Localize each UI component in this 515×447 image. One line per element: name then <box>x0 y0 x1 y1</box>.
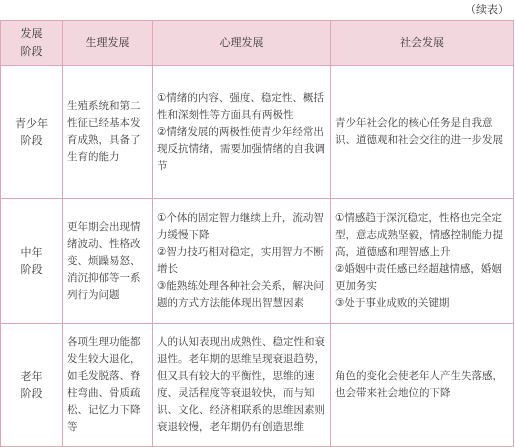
physical-cell: 更年期会出现情绪波动、性格改变、烦躁易怒、消沉抑郁等一系列行为问题 <box>63 199 153 324</box>
stage-cell <box>1 324 63 447</box>
social-item: 角色的变化会使老年人产生失落感，也会带来社会地位的下降 <box>335 370 503 399</box>
continued-label: （续表） <box>465 3 509 16</box>
social-cell <box>331 66 514 199</box>
psychological-cell <box>153 324 331 447</box>
psychological-cell <box>153 199 331 324</box>
social-item: ②婚姻中责任感已经超越情感，婚姻更加务实 <box>335 263 502 292</box>
psychological-item: ①情绪的内容、强度、稳定性、概括性和深刻性等方面具有两极性 <box>157 91 324 121</box>
stage-cell <box>1 199 63 324</box>
header-stage-line-2: 阶段 <box>20 45 43 58</box>
social-cell <box>331 324 514 447</box>
stage-line-2: 阶段 <box>20 134 43 147</box>
psychological-item: 人的认知表现出成熟性、稳定性和衰退性。老年期的思维呈现衰退趋势，但又具有较大的平衡性，思维的速度、灵活程度等衰退较快，而与知识、文化、经济相联系的思维因素则衰退较慢，老年期仍有创造思维 <box>157 336 325 433</box>
table-row <box>1 324 514 447</box>
header-psychological: 心理发展 <box>153 21 331 66</box>
physical-cell: 生殖系统和第二性征已经基本发育成熟，具备了生育的能力 <box>63 66 153 199</box>
table-row <box>1 66 514 199</box>
psychological-item: ②情绪发展的两极性使青少年经常出现反抗情绪，需要加强情绪的自我调节 <box>157 125 325 172</box>
psychological-item: ③能熟练处理各种社会关系，解决问题的方式方法能体现出智慧因素 <box>157 280 324 309</box>
psychological-cell <box>153 66 331 199</box>
development-stages-table <box>0 20 514 447</box>
stage-cell <box>1 66 63 199</box>
table-header-row <box>1 21 514 66</box>
social-item: 青少年社会化的核心任务是自我意识、道德观和社会交往的进一步发展 <box>335 117 503 146</box>
psychological-item: ①个体的固定智力继续上升，流动智力缓慢下降 <box>157 212 324 241</box>
header-physical: 生理发展 <box>63 21 153 66</box>
physical-cell: 各项生理功能都发生较大退化，如毛发脱落、脊柱弯曲、骨质疏松、记忆力下降等 <box>63 324 153 447</box>
social-item: ①情感趋于深沉稳定，性格也完全定型，意志成熟坚毅，情感控制能力提高，道德感和理智感上升 <box>335 212 503 258</box>
social-cell <box>331 199 514 324</box>
header-stage-line-1: 发展 <box>20 27 43 40</box>
stage-line-1: 老年 <box>20 370 43 383</box>
stage-line-1: 中年 <box>20 246 43 259</box>
header-stage <box>1 21 63 66</box>
stage-line-2: 阶段 <box>20 387 43 400</box>
stage-line-1: 青少年 <box>15 117 48 130</box>
stage-line-2: 阶段 <box>20 263 43 276</box>
header-social: 社会发展 <box>331 21 514 66</box>
psychological-item: ②智力技巧相对稳定，实用智力不断增长 <box>157 246 324 275</box>
social-item: ③处于事业成败的关键期 <box>335 297 450 309</box>
table-row <box>1 199 514 324</box>
